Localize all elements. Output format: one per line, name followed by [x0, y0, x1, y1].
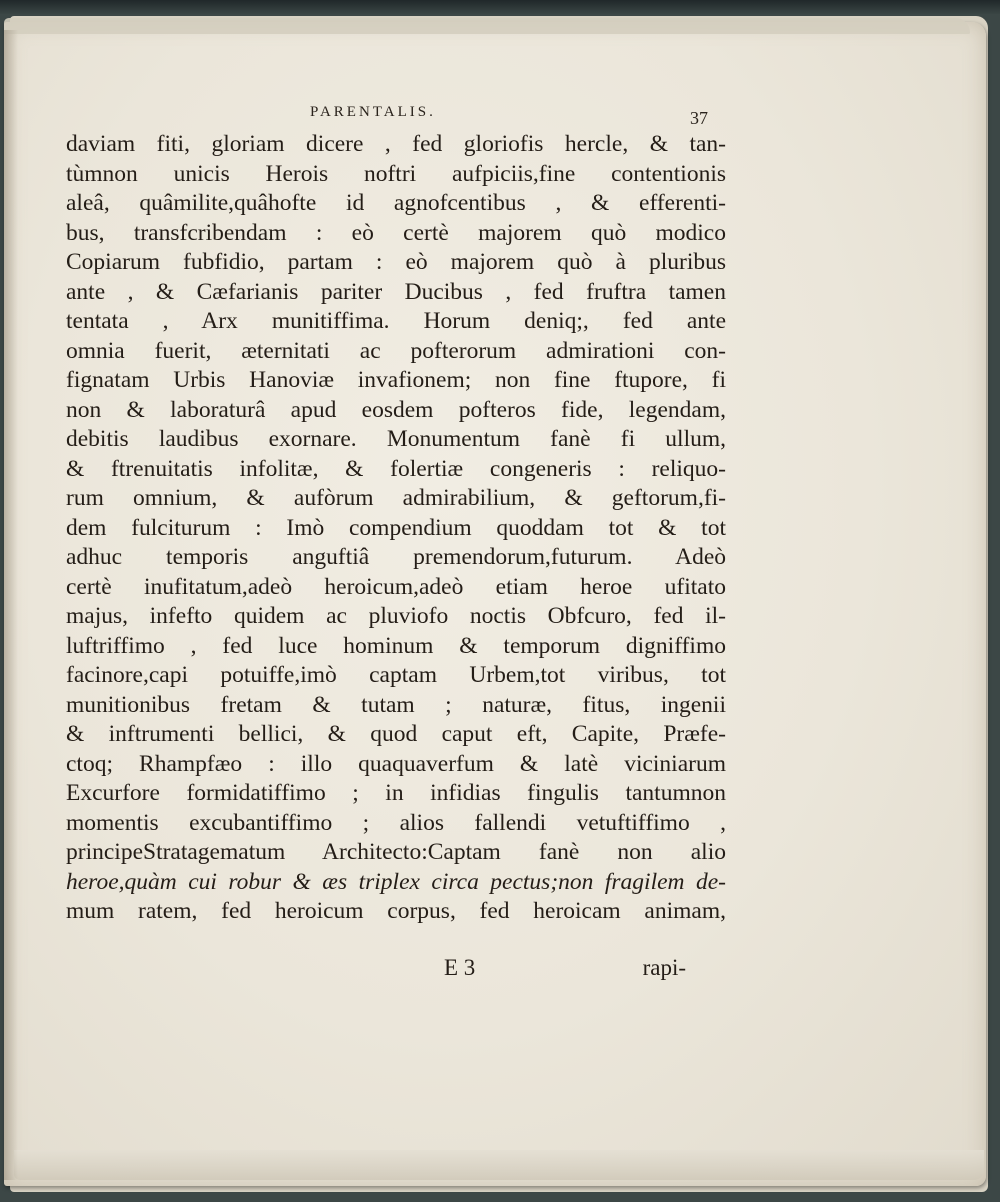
text-line: luftriffimo , fed luce hominum & temporum digniffimo [66, 632, 726, 659]
text-line: aleâ, quâmilite,quâhofte id agnofcentibus , & efferenti- [66, 190, 726, 216]
page-top-edge [4, 18, 970, 34]
text-line: munitionibus fretam & tutam ; naturæ, fitus, ingenii [66, 691, 726, 718]
text-line: tentata , Arx munitiffima. Horum deniq;, fed ante [66, 308, 726, 334]
text-line: certè inufitatum,adeò heroicum,adeò etiam heroe ufitato [66, 573, 726, 600]
scan-backdrop [0, 0, 1000, 14]
text-line: momentis excubantiffimo ; alios fallendi vetuftiffimo , [66, 809, 726, 836]
text-line: daviam fiti, gloriam dicere , fed gloriofis hercle, & tan- [66, 131, 726, 157]
text-line: ante , & Cæfarianis pariter Ducibus , fed fruftra tamen [66, 278, 726, 305]
body-text [66, 130, 726, 927]
text-line: Copiarum fubfidio, partam : eò majorem quò à pluribus [66, 249, 726, 275]
text-line: majus, infefto quidem ac pluviofo noctis Obfcuro, fed il- [66, 603, 726, 629]
signature-mark: E 3 [444, 955, 476, 980]
text-line: non & laboraturâ apud eosdem pofteros fide, legendam, [66, 396, 726, 423]
text-line: & ftrenuitatis infolitæ, & folertiæ congeneris : reliquo- [66, 455, 726, 482]
text-line: tùmnon unicis Herois noftri aufpiciis,fine contentionis [66, 160, 726, 187]
page-footer [66, 955, 686, 985]
text-line: Excurfore formidatiffimo ; in infidias fingulis tantumnon [66, 780, 726, 806]
page-bottom-edge [14, 1150, 984, 1180]
page-number: 37 [690, 108, 708, 128]
text-line: mum ratem, fed heroicum corpus, fed heroicam animam, [66, 898, 726, 924]
text-line: & inftrumenti bellici, & quod caput eft, Capite, Præfe- [66, 721, 726, 747]
text-line: bus, transfcribendam : eò certè majorem quò modico [66, 219, 726, 246]
text-line: facinore,capi potuiffe,imò captam Urbem,tot viribus, tot [66, 662, 726, 688]
running-head: PARENTALIS. [310, 104, 436, 120]
gutter-shadow [4, 30, 18, 1180]
text-line: omnia fuerit, æternitati ac pofterorum admirationi con- [66, 337, 726, 364]
text-line: principeStratagematum Architecto:Captam fanè non alio [66, 839, 726, 865]
text-line: fignatam Urbis Hanoviæ invafionem; non fine ftupore, fi [66, 367, 726, 393]
text-line: adhuc temporis anguftiâ premendorum,futurum. Adeò [66, 544, 726, 570]
text-line: debitis laudibus exornare. Monumentum fanè fi ullum, [66, 426, 726, 452]
text-line: ctoq; Rhampfæo : illo quaquaverfum & latè viciniarum [66, 750, 726, 777]
text-line: dem fulciturum : Imò compendium quoddam tot & tot [66, 514, 726, 541]
text-line: rum omnium, & aufòrum admirabilium, & geftorum,fi- [66, 485, 726, 511]
text-line-italic: heroe,quàm cui robur & æs triplex circa pectus;non fragilem de- [66, 868, 726, 895]
catchword: rapi- [642, 955, 686, 980]
